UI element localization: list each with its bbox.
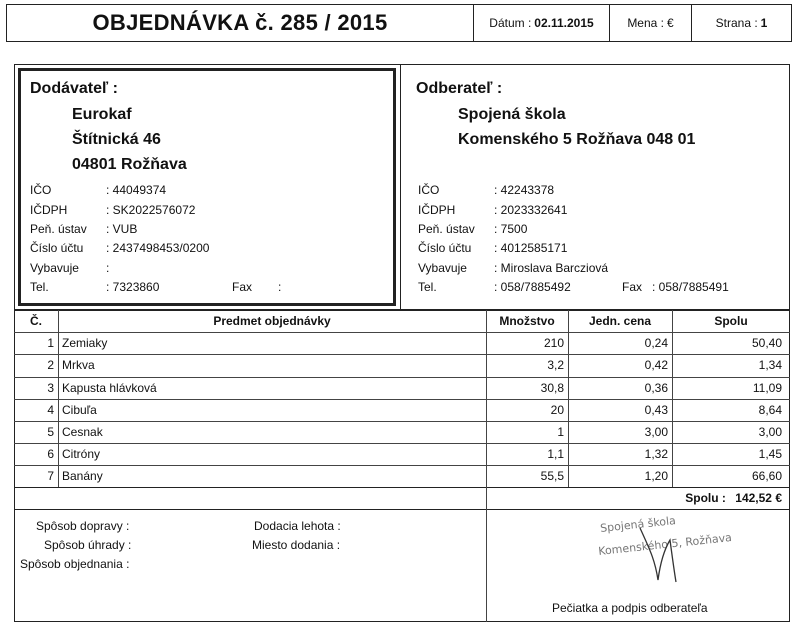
row-item: Banány: [62, 469, 103, 483]
page-field: [692, 4, 792, 42]
row-price: 0,36: [644, 381, 668, 395]
row-no: 3: [47, 381, 54, 395]
col-header-total: Spolu: [714, 314, 748, 328]
signature-icon: [630, 520, 710, 590]
row-item: Cibuľa: [62, 403, 97, 417]
row-no: 4: [47, 403, 54, 417]
row-no: 1: [47, 336, 54, 350]
supplier-bank-label: Peň. ústav: [30, 222, 87, 236]
col-header-qty: Množstvo: [499, 314, 555, 328]
order-total-value: 142,52 €: [735, 491, 782, 505]
row-total: 50,40: [751, 336, 782, 350]
row-no: 6: [47, 447, 54, 461]
row-qty: 20: [550, 403, 564, 417]
row-qty: 3,2: [547, 358, 564, 372]
row-item: Zemiaky: [62, 336, 108, 350]
supplier-icdph-value: : SK2022576072: [106, 203, 196, 217]
customer-bank-label: Peň. ústav: [418, 222, 475, 236]
supplier-bank-value: : VUB: [106, 222, 138, 236]
col-header-item: Predmet objednávky: [213, 314, 331, 328]
currency-label: Mena :: [627, 16, 664, 30]
customer-ico-value: : 42243378: [494, 183, 555, 197]
supplier-ico-label: IČO: [30, 183, 52, 197]
row-price: 0,42: [644, 358, 668, 372]
row-price: 3,00: [644, 425, 668, 439]
row-total: 1,45: [758, 447, 782, 461]
customer-name: Spojená škola: [458, 106, 566, 123]
customer-icdph-value: : 2023332641: [494, 203, 568, 217]
customer-account-value: : 4012585171: [494, 241, 568, 255]
customer-fax-label: Fax: [622, 280, 643, 294]
supplier-handler-label: Vybavuje: [30, 261, 79, 275]
row-no: 5: [47, 425, 54, 439]
row-qty: 210: [543, 336, 564, 350]
row-no: 7: [47, 469, 54, 483]
col-header-price: Jedn. cena: [588, 314, 652, 328]
parties-divider: [400, 64, 401, 310]
supplier-handler-value: :: [106, 261, 110, 275]
row-total: 11,09: [752, 381, 782, 395]
customer-tel-value: : 058/7885492: [494, 280, 571, 294]
row-no: 2: [47, 358, 54, 372]
order-title: OBJEDNÁVKA č. 285 / 2015: [6, 4, 474, 42]
stamp-line-2: Komenského 5, Rožňava: [597, 531, 733, 558]
row-total: 66,60: [751, 469, 782, 483]
row-qty: 55,5: [540, 469, 564, 483]
row-total: 8,64: [758, 403, 782, 417]
row-item: Kapusta hlávková: [62, 381, 157, 395]
page-label: Strana :: [715, 16, 758, 30]
row-total: 1,34: [758, 358, 782, 372]
customer-icdph-label: IČDPH: [418, 203, 456, 217]
row-qty: 30,8: [540, 381, 564, 395]
date-value: 02.11.2015: [534, 16, 594, 30]
customer-tel-label: Tel.: [418, 280, 437, 294]
supplier-icdph-label: IČDPH: [30, 203, 68, 217]
supplier-city: 04801 Rožňava: [72, 156, 187, 173]
customer-address: Komenského 5 Rožňava 048 01: [458, 131, 696, 148]
row-item: Cesnak: [62, 425, 103, 439]
stamp-line-1: Spojená škola: [599, 514, 677, 535]
transport-label: Spôsob dopravy :: [36, 519, 130, 533]
supplier-tel-label: Tel.: [30, 280, 49, 294]
row-price: 0,43: [644, 403, 668, 417]
row-price: 0,24: [644, 336, 668, 350]
col-header-no: Č.: [30, 314, 42, 328]
row-qty: 1: [557, 425, 564, 439]
date-label: Dátum :: [489, 16, 532, 30]
order-total: [490, 491, 782, 505]
payment-label: Spôsob úhrady :: [44, 538, 132, 552]
page-value: 1: [760, 16, 768, 30]
customer-handler-label: Vybavuje: [418, 261, 467, 275]
signature-label: Pečiatka a podpis odberateľa: [552, 601, 708, 615]
row-total: 3,00: [758, 425, 782, 439]
customer-bank-value: : 7500: [494, 222, 528, 236]
currency-field: [610, 4, 692, 42]
order-total-label: Spolu :: [685, 491, 726, 505]
supplier-account-label: Číslo účtu: [30, 241, 84, 255]
supplier-street: Štítnická 46: [72, 131, 161, 148]
row-item: Mrkva: [62, 358, 95, 372]
supplier-name: Eurokaf: [72, 106, 132, 123]
order-method-label: Spôsob objednania :: [20, 557, 130, 571]
date-field: [474, 4, 610, 42]
supplier-tel-value: : 7323860: [106, 280, 160, 294]
customer-fax-value: : 058/7885491: [652, 280, 729, 294]
row-price: 1,20: [644, 469, 668, 483]
row-qty: 1,1: [547, 447, 564, 461]
supplier-heading: Dodávateľ :: [30, 80, 118, 97]
supplier-fax-value: :: [278, 280, 282, 294]
customer-handler-value: : Miroslava Barcziová: [494, 261, 609, 275]
supplier-ico-value: : 44049374: [106, 183, 167, 197]
delivery-place-label: Miesto dodania :: [252, 538, 341, 552]
delivery-term-label: Dodacia lehota :: [254, 519, 341, 533]
customer-heading: Odberateľ :: [416, 80, 503, 97]
supplier-fax-label: Fax: [232, 280, 253, 294]
row-item: Citróny: [62, 447, 101, 461]
customer-account-label: Číslo účtu: [418, 241, 472, 255]
row-price: 1,32: [644, 447, 668, 461]
customer-ico-label: IČO: [418, 183, 440, 197]
currency-value: €: [667, 16, 674, 30]
supplier-account-value: : 2437498453/0200: [106, 241, 210, 255]
